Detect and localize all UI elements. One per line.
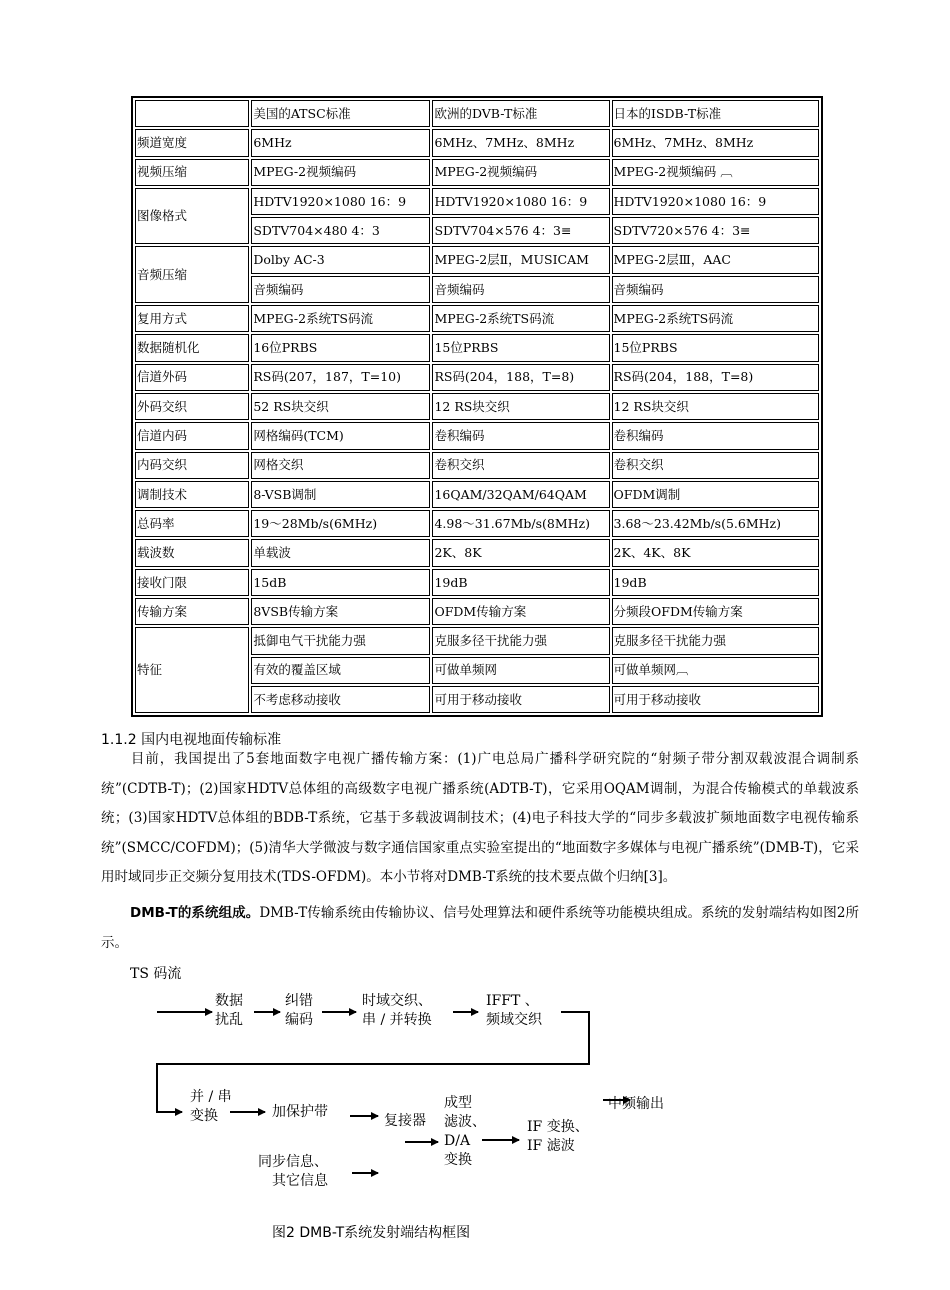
row-label: 信道外码: [135, 364, 249, 391]
table-cell: HDTV1920×1080 16：9: [612, 188, 819, 215]
block-fec: [285, 992, 313, 1030]
block-sync: [258, 1153, 328, 1191]
table-header-cell: 日本的ISDB-T标准: [612, 100, 819, 127]
row-label: 数据随机化: [135, 334, 249, 361]
table-header-cell: [135, 100, 249, 127]
figure-caption: 图2 DMB-T系统发射端结构框图: [272, 1225, 471, 1241]
table-cell: 19dB: [432, 569, 609, 596]
block-line: 其它信息: [272, 1173, 328, 1189]
block-line: IFFT 、: [486, 993, 539, 1009]
table-cell: OFDM传输方案: [432, 598, 609, 625]
row-label: 内码交织: [135, 452, 249, 479]
table-row: [135, 159, 819, 186]
table-cell: MPEG-2层Ⅱ，MUSICAM: [432, 246, 609, 273]
standards-comparison-table: [131, 96, 823, 717]
block-ifft: [486, 992, 542, 1030]
table-cell: 4.98～31.67Mb/s(8MHz): [432, 510, 609, 537]
block-mux: 复接器: [384, 1113, 426, 1129]
table-cell: 音频编码: [251, 276, 430, 303]
block-line: 扰乱: [215, 1012, 243, 1028]
block-line: 变换: [190, 1108, 218, 1124]
row-label: 接收门限: [135, 569, 249, 596]
table-row: [135, 422, 819, 449]
row-label: 频道宽度: [135, 129, 249, 156]
table-cell: OFDM调制: [612, 481, 819, 508]
block-ps: [190, 1088, 232, 1126]
table-cell: 16位PRBS: [251, 334, 430, 361]
row-label: 外码交织: [135, 393, 249, 420]
table-cell: 16QAM/32QAM/64QAM: [432, 481, 609, 508]
table-row: [135, 510, 819, 537]
table-cell: 2K、8K: [432, 539, 609, 566]
block-line: IF 变换、: [527, 1119, 589, 1135]
table-cell: 网格交织: [251, 452, 430, 479]
table-cell: MPEG-2系统TS码流: [612, 305, 819, 332]
table-cell: 抵御电气干扰能力强: [251, 627, 430, 654]
table-row: [135, 129, 819, 156]
table-header-cell: 欧洲的DVB-T标准: [432, 100, 609, 127]
table-cell: 12 RS块交织: [612, 393, 819, 420]
block-if: [527, 1118, 589, 1156]
paragraph-dmbt-system: [101, 899, 859, 958]
table-cell: 15位PRBS: [612, 334, 819, 361]
paragraph-text: DMB-T传输系统由传输协议、信号处理算法和硬件系统等功能模块组成。系统的发射端结构如图2所示。: [101, 905, 859, 951]
paragraph-lead: DMB-T的系统组成。: [130, 905, 260, 921]
table-cell: MPEG-2系统TS码流: [251, 305, 430, 332]
table-cell: 2K、4K、8K: [612, 539, 819, 566]
table-cell: 19dB: [612, 569, 819, 596]
row-label: 图像格式: [135, 188, 249, 245]
table-cell: 音频编码: [612, 276, 819, 303]
table-cell: RS码(207，187，T=10): [251, 364, 430, 391]
table-cell: 克服多径干扰能力强: [612, 627, 819, 654]
table-cell: 网格编码(TCM): [251, 422, 430, 449]
row-label: 调制技术: [135, 481, 249, 508]
table-cell: 19～28Mb/s(6MHz): [251, 510, 430, 537]
section-heading: 1.1.2 国内电视地面传输标准: [101, 732, 282, 748]
block-scramble: [215, 992, 243, 1030]
table-cell: MPEG-2视频编码 ︹: [612, 159, 819, 186]
table-row: [135, 305, 819, 332]
table-cell: MPEG-2视频编码: [432, 159, 609, 186]
table-cell: 不考虑移动接收: [251, 686, 430, 713]
table-header-cell: 美国的ATSC标准: [251, 100, 430, 127]
table-row: [135, 627, 819, 654]
table-row: [135, 246, 819, 273]
row-label: 载波数: [135, 539, 249, 566]
table-cell: 卷积编码: [612, 422, 819, 449]
table-cell: HDTV1920×1080 16：9: [432, 188, 609, 215]
block-line: 纠错: [285, 993, 313, 1009]
table-cell: MPEG-2视频编码: [251, 159, 430, 186]
table-cell: 15位PRBS: [432, 334, 609, 361]
table-cell: 3.68～23.42Mb/s(5.6MHz): [612, 510, 819, 537]
output-label: 中频输出: [608, 1096, 664, 1112]
table-row: [135, 569, 819, 596]
table-cell: 8-VSB调制: [251, 481, 430, 508]
table-cell: 分频段OFDM传输方案: [612, 598, 819, 625]
block-line: 变换: [444, 1152, 472, 1168]
block-line: 编码: [285, 1012, 313, 1028]
row-label: 信道内码: [135, 422, 249, 449]
table-cell: RS码(204，188，T=8): [432, 364, 609, 391]
block-line: 同步信息、: [258, 1154, 328, 1170]
table-cell: 可用于移动接收: [612, 686, 819, 713]
table-cell: RS码(204，188，T=8): [612, 364, 819, 391]
block-line: D/A: [444, 1133, 471, 1149]
block-interleave: [362, 992, 432, 1030]
table-cell: 6MHz: [251, 129, 430, 156]
row-label: 视频压缩: [135, 159, 249, 186]
block-line: 滤波、: [444, 1114, 486, 1130]
table-cell: 音频编码: [432, 276, 609, 303]
table-row: [135, 188, 819, 215]
table-cell: 12 RS块交织: [432, 393, 609, 420]
row-label: 特征: [135, 627, 249, 713]
table-cell: MPEG-2系统TS码流: [432, 305, 609, 332]
table-cell: 单载波: [251, 539, 430, 566]
block-line: 数据: [215, 993, 243, 1009]
block-shaping: [444, 1094, 486, 1170]
table-cell: SDTV704×480 4：3: [251, 217, 430, 244]
table-cell: 15dB: [251, 569, 430, 596]
table-row: [135, 364, 819, 391]
table-header-row: [135, 100, 819, 127]
table-row: [135, 539, 819, 566]
block-line: 时域交织、: [362, 993, 432, 1009]
paragraph-standards-overview: [101, 745, 859, 893]
table-cell: SDTV704×576 4：3≡: [432, 217, 609, 244]
table-cell: 可用于移动接收: [432, 686, 609, 713]
table-row: [135, 393, 819, 420]
input-label: TS 码流: [130, 966, 182, 982]
table-cell: 可做单频网︹: [612, 657, 819, 684]
block-line: 并 / 串: [190, 1089, 232, 1105]
row-label: 音频压缩: [135, 246, 249, 303]
table-row: [135, 334, 819, 361]
block-line: 频域交织: [486, 1012, 542, 1028]
table-row: [135, 598, 819, 625]
table-cell: 卷积交织: [612, 452, 819, 479]
table-cell: 卷积交织: [432, 452, 609, 479]
block-guard: 加保护带: [272, 1104, 328, 1120]
table-cell: 有效的覆盖区域: [251, 657, 430, 684]
table-cell: 6MHz、7MHz、8MHz: [612, 129, 819, 156]
table-cell: SDTV720×576 4：3≡: [612, 217, 819, 244]
table-cell: HDTV1920×1080 16：9: [251, 188, 430, 215]
block-line: IF 滤波: [527, 1138, 575, 1154]
block-line: 成型: [444, 1095, 472, 1111]
row-label: 传输方案: [135, 598, 249, 625]
block-line: 串 / 并转换: [362, 1012, 432, 1028]
table-cell: 8VSB传输方案: [251, 598, 430, 625]
row-label: 总码率: [135, 510, 249, 537]
table-cell: MPEG-2层Ⅲ，AAC: [612, 246, 819, 273]
figure-block-diagram: [0, 960, 950, 1250]
table-row: [135, 481, 819, 508]
row-label: 复用方式: [135, 305, 249, 332]
table-cell: 52 RS块交织: [251, 393, 430, 420]
table-cell: 卷积编码: [432, 422, 609, 449]
table-cell: 6MHz、7MHz、8MHz: [432, 129, 609, 156]
table-cell: 克服多径干扰能力强: [432, 627, 609, 654]
paragraph-text: 目前，我国提出了5套地面数字电视广播传输方案：(1)广电总局广播科学研究院的“射频子带分割双载波混合调制系统”(CDTB-T)；(2)国家HDTV总体组的高级数字电视广播系统(ADTB-T)，它采用OQAM调制，为混合传输模式的单载波系统；(3)国家HDTV总体组的BDB-T系统，它基于多载波调制技术；(4)电子科技大学的“同步多载波扩频地面数字电视传输系统”(SMCC/COFDM)；(5)清华大学微波与数字通信国家重点实验室提出的“地面数字多媒体与电视广播系统”(DMB-T)，它采用时域同步正交频分复用技术(TDS-OFDM)。本小节将对DMB-T系统的技术要点做个归纳[3]。: [101, 751, 859, 886]
table-cell: 可做单频网: [432, 657, 609, 684]
table-row: [135, 452, 819, 479]
table-cell: Dolby AC-3: [251, 246, 430, 273]
